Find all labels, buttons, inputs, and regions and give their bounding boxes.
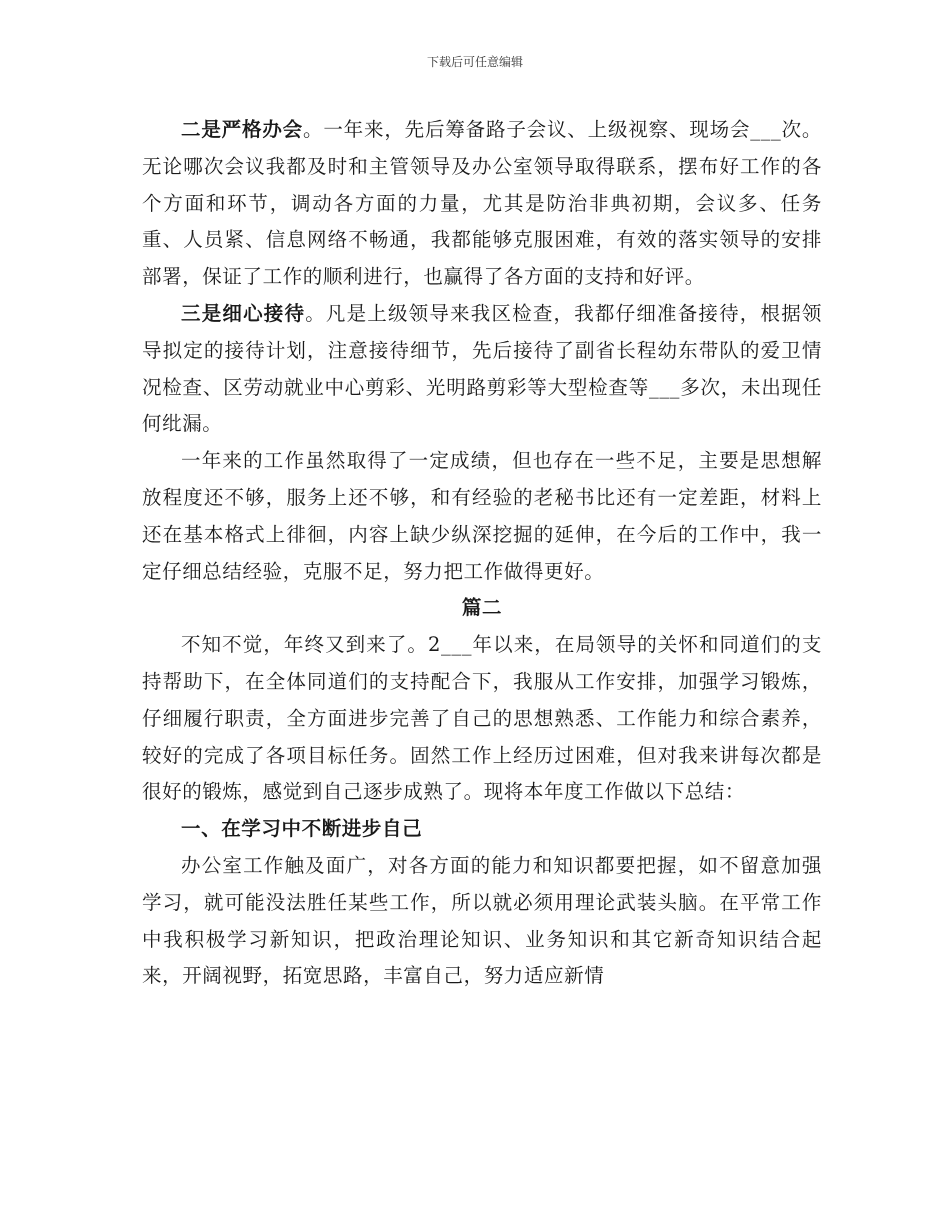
paragraph-intro: 不知不觉，年终又到来了。2___年以来，在局领导的关怀和同道们的支持帮助下，在全体同道们的支持配合下，我服从工作安排，加强学习锻炼，仔细履行职责，全方面进步完善了自己的思想熟悉、工作能力和综合素养，较好的完成了各项目标任务。固然工作上经历过困难，但对我来讲每次都是很好的锻炼，感觉到自己逐步成熟了。现将本年度工作做以下总结：: [142, 633, 822, 804]
paragraph-study: 办公室工作触及面广，对各方面的能力和知识都要把握，如不留意加强学习，就可能没法胜任某些工作，所以就必须用理论武装头脑。在平常工作中我积极学习新知识，把政治理论知识、业务知识和其它新奇知识结合起来，开阔视野，拓宽思路，丰富自己，努力适应新情: [142, 853, 822, 988]
paragraph-careful-reception: [142, 296, 822, 443]
paragraph-text: 。一年来，先后筹备路子会议、上级视察、现场会___次。无论哪次会议我都及时和主管领导及办公室领导取得联系，摆布好工作的各个方面和环节，调动各方面的力量，尤其是防治非典初期，会议多、任务重、人员紧、信息网络不畅通，我都能够克服困难，有效的落实领导的安排部署，保证了工作的顺利进行，也赢得了各方面的支持和好评。: [142, 118, 823, 289]
paragraph-strict-meetings: [142, 112, 822, 296]
section-title: 篇二: [461, 596, 503, 620]
paragraph-text: 。凡是上级领导来我区检查，我都仔细准备接待，根据领导拟定的接待计划，注意接待细节，先后接待了副省长程幼东带队的爱卫情况检查、区劳动就业中心剪彩、光明路剪彩等大型检查等___多次，未出现任何纰漏。: [142, 301, 822, 436]
paragraph-lead-bold: 三是细心接待: [181, 301, 306, 325]
paragraph-lead-bold: 二是严格办会: [181, 118, 303, 141]
sub-heading: 一、在学习中不断进步自己: [181, 817, 423, 841]
page-header: 下载后可任意编辑: [426, 55, 523, 69]
document-body: [142, 112, 822, 995]
paragraph-shortcomings: 一年来的工作虽然取得了一定成绩，但也存在一些不足，主要是思想解放程度还不够，服务上还不够，和有经验的老秘书比还有一定差距，材料上还在基本格式上徘徊，内容上缺少纵深挖掘的延伸，在今后的工作中，我一定仔细总结经验，克服不足，努力把工作做得更好。: [142, 449, 822, 583]
